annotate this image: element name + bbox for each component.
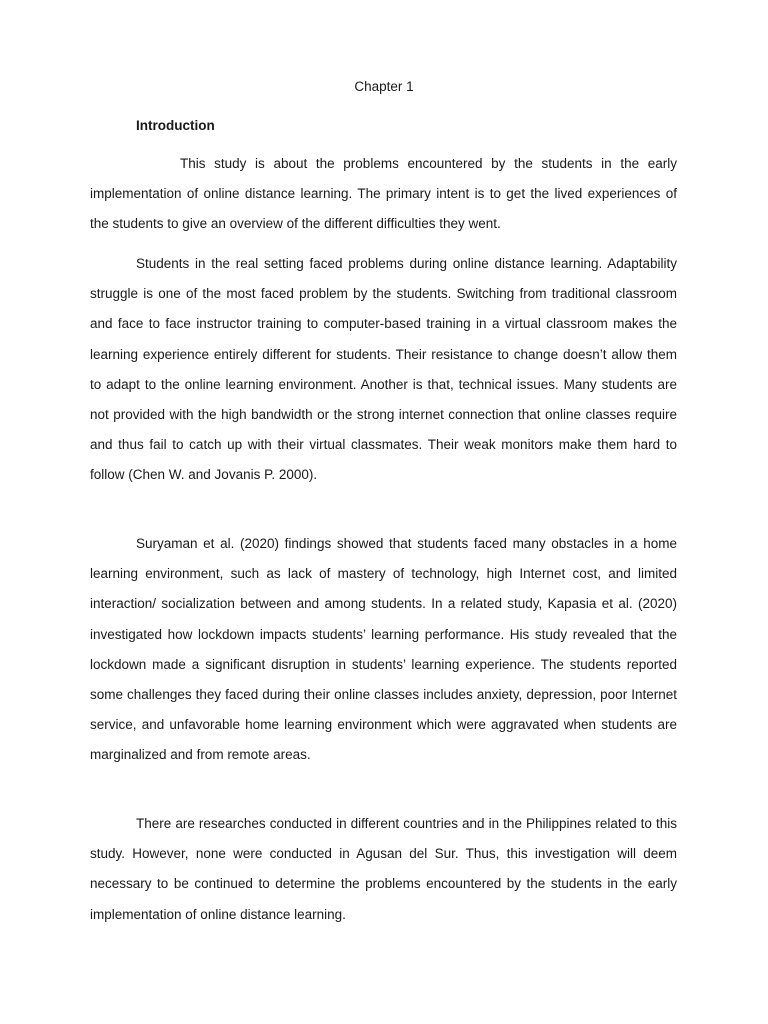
paragraph-2: Students in the real setting faced problems during online distance learning. Adaptability struggle is one of the most faced problem by the students. Switching from traditional classroom and face to face instructor training to computer-based training in a virtual classroom makes the learning experience entirely different for students. Their resistance to change doesn’t allow them to adapt to the online learning environment. Another is that, technical issues. Many students are not provided with the high bandwidth or the strong internet connection that online classes require and thus fail to catch up with their virtual classmates. Their weak monitors make them hard to follow (Chen W. and Jovanis P. 2000).	[90, 256, 677, 483]
paragraph-3: Suryaman et al. (2020) findings showed that students faced many obstacles in a home learning environment, such as lack of mastery of technology, high Internet cost, and limited interaction/ socialization between and among students. In a related study, Kapasia et al. (2020) investigated how lockdown impacts students’ learning performance. His study revealed that the lockdown made a significant disruption in students’ learning experience. The students reported some challenges they faced during their online classes includes anxiety, depression, poor Internet service, and unfavorable home learning environment which were aggravated when students are marginalized and from remote areas.	[90, 536, 677, 763]
paragraph-4: There are researches conducted in different countries and in the Philippines related to this study. However, none were conducted in Agusan del Sur. Thus, this investigation will deem necessary to be continued to determine the problems encountered by the students in the early implementation of online distance learning.	[90, 816, 677, 922]
paragraph-1: This study is about the problems encountered by the students in the early implementation of online distance learning. The primary intent is to get the lived experiences of the students to give an overview of the different difficulties they went.	[90, 156, 677, 232]
chapter-heading: Chapter 1	[354, 79, 414, 94]
section-heading: Introduction	[136, 118, 215, 133]
